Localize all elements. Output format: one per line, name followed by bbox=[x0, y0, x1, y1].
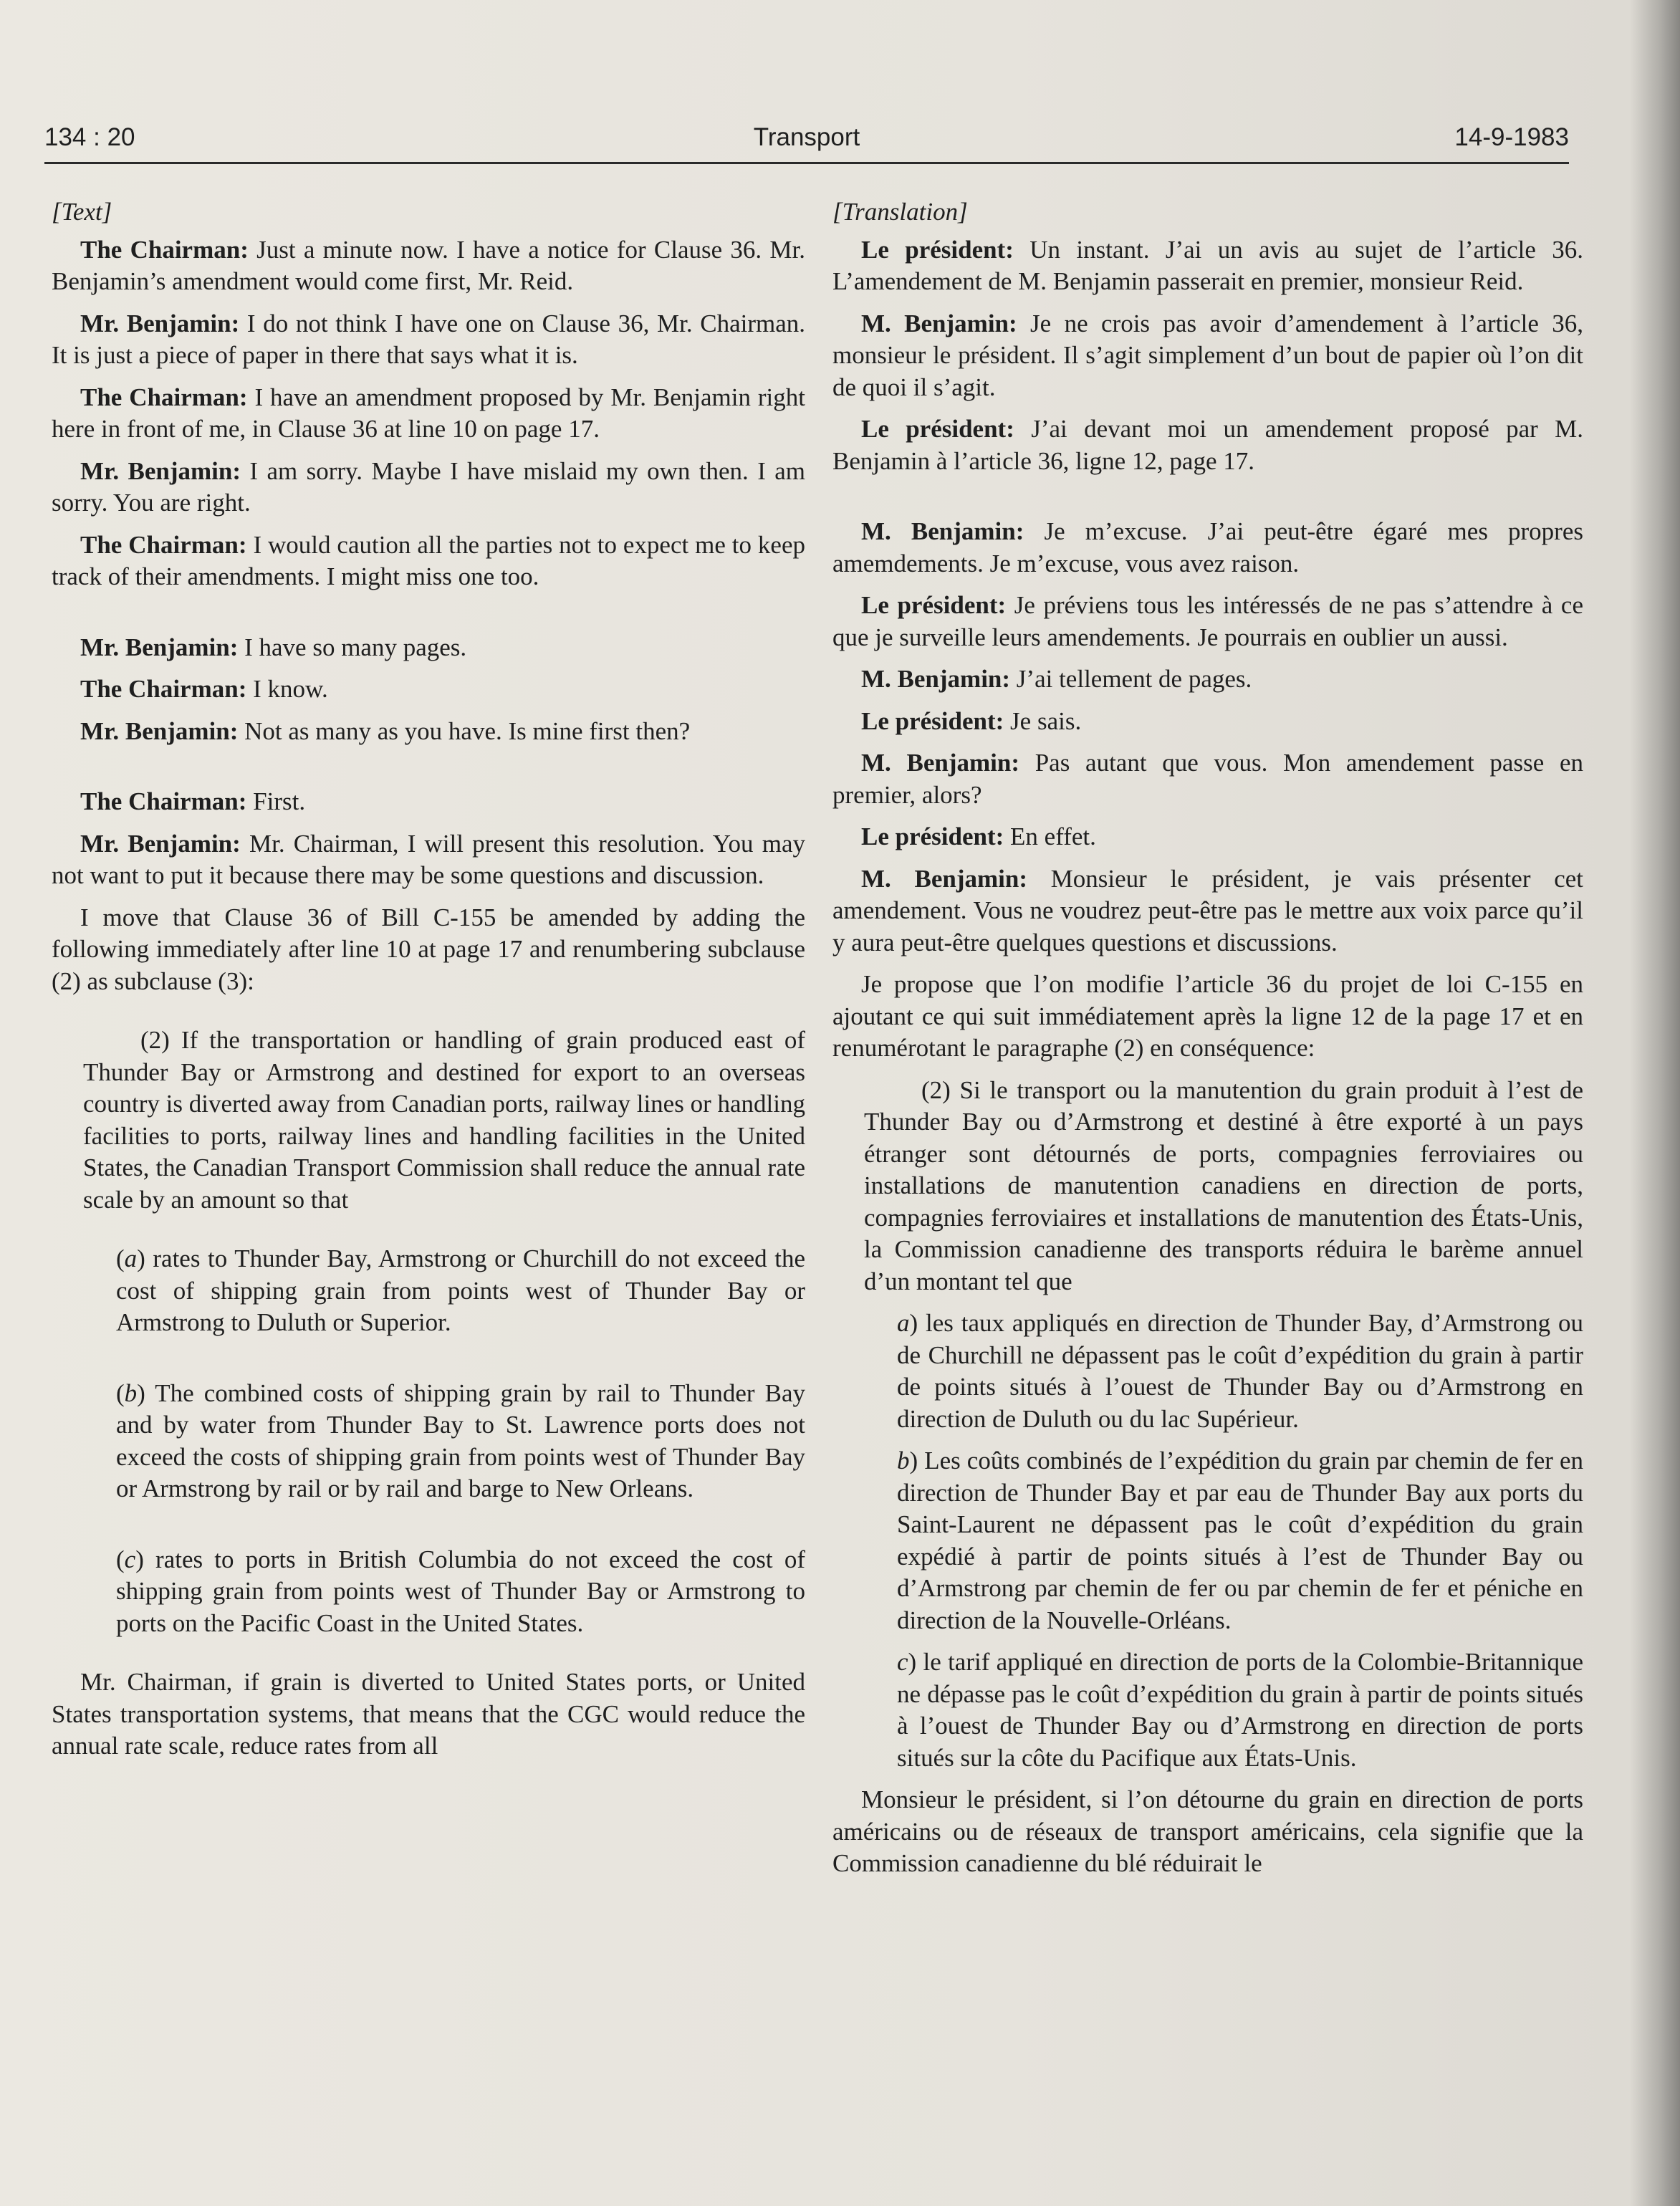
paragraph bbox=[52, 716, 805, 748]
paragraph bbox=[52, 1667, 805, 1763]
english-column bbox=[52, 188, 805, 1773]
bracket-open: [ bbox=[832, 198, 843, 226]
label-text: Text bbox=[61, 198, 102, 226]
speech: I am sorry. Maybe I have mislaid my own then. I am sorry. You are right. bbox=[52, 456, 806, 517]
paragraph bbox=[52, 308, 805, 372]
paragraph bbox=[832, 413, 1583, 477]
paragraph bbox=[832, 1784, 1583, 1880]
amendment-item-a bbox=[897, 1308, 1583, 1435]
text-label bbox=[52, 196, 805, 229]
speaker: Mr. Benjamin: bbox=[80, 829, 241, 858]
speech: Monsieur le président, si l’on détourne du grain en direction de ports américains ou de réseaux de transport américains, cela signifie que la Commission canadienne du blé réduirait le bbox=[832, 1785, 1583, 1877]
speech: En effet. bbox=[1004, 823, 1096, 850]
speech: I move that Clause 36 of Bill C-155 be amended by adding the following immediately after line 10 at page 17 and renumbering subclause (2) as subclause (3): bbox=[52, 903, 805, 995]
page-date: 14-9-1983 bbox=[1454, 123, 1569, 151]
translation-label bbox=[832, 196, 1583, 229]
item-text: ) rates to ports in British Columbia do not exceed the cost of shipping grain from points west of Thunder Bay or Armstrong to ports on the Pacific Coast in the United States. bbox=[116, 1545, 805, 1637]
spacer bbox=[52, 603, 805, 632]
paragraph bbox=[832, 308, 1583, 404]
item-text: ) les taux appliqués en direction de Thunder Bay, d’Armstrong ou de Churchill ne dépassent pas le coût d’expédition du grain à partir de points situés à l’ouest de Thunder Bay ou d’Armstrong en direction de Duluth ou du lac Supérieur. bbox=[897, 1309, 1583, 1433]
paragraph bbox=[52, 529, 805, 593]
speaker: Le président: bbox=[861, 591, 1007, 619]
spacer bbox=[52, 757, 805, 786]
speech: I have an amendment proposed by Mr. Benjamin right here in front of me, in Clause 36 at line 10 on page 17. bbox=[52, 383, 805, 443]
paragraph bbox=[832, 663, 1583, 696]
item-paren: ( bbox=[116, 1545, 125, 1573]
paragraph bbox=[832, 863, 1583, 959]
paragraph bbox=[832, 590, 1583, 653]
item-text: ) le tarif appliqué en direction de ports de la Colombie-Britannique ne dépasse pas le coût d’expédition du grain à partir de points situés à l’ouest de Thunder Bay ou d’Armstrong en direction de ports situés sur la côte du Pacifique aux États-Unis. bbox=[897, 1648, 1583, 1772]
speech: J’ai devant moi un amendement proposé par M. Benjamin à l’article 36, ligne 12, page 17. bbox=[832, 415, 1583, 475]
speaker: Mr. Benjamin: bbox=[80, 456, 241, 485]
speaker: The Chairman: bbox=[80, 787, 247, 815]
speaker: Le président: bbox=[861, 235, 1014, 264]
amendment-item-a bbox=[116, 1243, 805, 1339]
paragraph bbox=[52, 456, 805, 519]
bracket-close: ] bbox=[958, 198, 968, 226]
spacer bbox=[52, 1649, 805, 1667]
paragraph bbox=[832, 969, 1583, 1065]
spacer bbox=[52, 1349, 805, 1378]
paragraph bbox=[52, 786, 805, 818]
amendment-quote: (2) Si le transport ou la manutention du grain produit à l’est de Thunder Bay ou d’Armstrong et destiné à être exporté à un pays étranger sont détournés de ports, compagnies ferroviaires ou installations de manutention canadiens en direction de ports, compagnies ferroviaires et installations de manutention des États-Unis, la Commission canadienne des transports réduira le barème annuel d’un montant tel que bbox=[864, 1075, 1583, 1295]
speech: J’ai tellement de pages. bbox=[1010, 665, 1252, 693]
speech: I would caution all the parties not to expect me to keep track of their amendments. I might miss one too. bbox=[52, 530, 805, 590]
paragraph bbox=[52, 828, 805, 892]
speaker: The Chairman: bbox=[80, 383, 248, 411]
speech: Je m’excuse. J’ai peut-être égaré mes propres amemdements. Je m’excuse, vous avez raison. bbox=[832, 517, 1583, 577]
paragraph bbox=[832, 747, 1583, 811]
speech: Je préviens tous les intéressés de ne pas s’attendre à ce que je surveille leurs amendements. Je pourrais en oublier un aussi. bbox=[832, 591, 1583, 651]
speech: Je sais. bbox=[1004, 706, 1082, 735]
page-header bbox=[44, 123, 1569, 160]
speech: First. bbox=[246, 787, 306, 815]
spacer bbox=[52, 1007, 805, 1025]
paragraph bbox=[52, 234, 805, 298]
speaker: Le président: bbox=[861, 823, 1004, 850]
item-label: b bbox=[897, 1447, 910, 1474]
amendment-item-b bbox=[897, 1445, 1583, 1636]
paragraph bbox=[52, 902, 805, 998]
item-text: ) The combined costs of shipping grain by rail to Thunder Bay and by water from Thunder Bay to St. Lawrence ports does not exceed the costs of shipping grain from points west of Thunder Bay or Armstrong by rail or by rail and barge to New Orleans. bbox=[116, 1378, 805, 1502]
speaker: M. Benjamin: bbox=[861, 517, 1024, 545]
speech: Mr. Chairman, if grain is diverted to United States ports, or United States transportation systems, that means that the CGC would reduce the annual rate scale, reduce rates from all bbox=[52, 1668, 805, 1760]
item-label: b bbox=[124, 1378, 138, 1407]
spacer bbox=[832, 487, 1583, 516]
speech: Mr. Chairman, I will present this resolution. You may not want to put it because there may be some questions and discussion. bbox=[52, 829, 805, 889]
speaker: The Chairman: bbox=[80, 675, 247, 703]
bracket-close: ] bbox=[102, 198, 112, 226]
paragraph bbox=[52, 382, 805, 446]
bracket-open: [ bbox=[52, 198, 62, 226]
speech: I do not think I have one on Clause 36, Mr. Chairman. It is just a piece of paper in there that says what it is. bbox=[52, 309, 805, 369]
speech: Je ne crois pas avoir d’amendement à l’article 36, monsieur le président. Il s’agit simplement d’un bout de papier où l’on dit de quoi il s’agit. bbox=[832, 309, 1583, 401]
speech: Monsieur le président, je vais présenter cet amendement. Vous ne voudrez peut-être pas le mettre aux voix parce qu’il y aura peut-être quelques questions et discussions. bbox=[832, 864, 1583, 956]
spacer bbox=[52, 1515, 805, 1544]
paragraph bbox=[832, 821, 1583, 853]
speaker: Mr. Benjamin: bbox=[80, 716, 239, 745]
speaker: Mr. Benjamin: bbox=[80, 309, 240, 337]
speaker: The Chairman: bbox=[80, 235, 249, 264]
speech: Un instant. J’ai un avis au sujet de l’article 36. L’amendement de M. Benjamin passerait en premier, monsieur Reid. bbox=[832, 235, 1583, 295]
speech: Just a minute now. I have a notice for Clause 36. Mr. Benjamin’s amendment would come first, Mr. Reid. bbox=[52, 235, 805, 295]
speech: Je propose que l’on modifie l’article 36 du projet de loi C-155 en ajoutant ce qui suit immédiatement après la ligne 12 de la page 17 et en renumérotant le paragraphe (2) en conséquence: bbox=[832, 970, 1583, 1062]
item-paren: ( bbox=[116, 1378, 125, 1407]
running-title: Transport bbox=[753, 123, 860, 151]
speaker: M. Benjamin: bbox=[861, 665, 1011, 693]
paragraph bbox=[832, 706, 1583, 738]
label-text: Translation bbox=[842, 198, 959, 226]
amendment-item-c bbox=[897, 1646, 1583, 1774]
speaker: Le président: bbox=[861, 706, 1004, 735]
amendment-item-c bbox=[116, 1544, 805, 1640]
paragraph bbox=[832, 516, 1583, 580]
paragraph bbox=[832, 234, 1583, 298]
speech: Pas autant que vous. Mon amendement passe en premier, alors? bbox=[832, 749, 1583, 809]
speaker: The Chairman: bbox=[80, 530, 247, 559]
french-column bbox=[832, 188, 1583, 1890]
speaker: Le président: bbox=[861, 415, 1014, 443]
speaker: M. Benjamin: bbox=[861, 749, 1019, 777]
speech: I have so many pages. bbox=[238, 633, 467, 661]
spacer bbox=[52, 1226, 805, 1243]
item-label: c bbox=[897, 1648, 908, 1676]
amendment-quote: (2) If the transportation or handling of grain produced east of Thunder Bay or Armstrong and destined for export to an overseas country is diverted away from Canadian ports, railway lines or handling facilities to ports, railway lines and handling facilities in the United States, the Canadian Transport Commission shall reduce the annual rate scale by an amount so that bbox=[83, 1026, 805, 1214]
speaker: Mr. Benjamin: bbox=[80, 633, 239, 661]
item-text: ) rates to Thunder Bay, Armstrong or Churchill do not exceed the cost of shipping grain from points west of Thunder Bay or Armstrong to Duluth or Superior. bbox=[116, 1245, 805, 1336]
item-label: c bbox=[124, 1545, 136, 1573]
amendment-item-b bbox=[116, 1378, 805, 1505]
speech: I know. bbox=[246, 675, 328, 703]
speech: Not as many as you have. Is mine first then? bbox=[238, 716, 691, 745]
paragraph bbox=[52, 632, 805, 664]
item-label: a bbox=[897, 1309, 910, 1337]
binding-shadow bbox=[1630, 0, 1680, 2206]
header-rule bbox=[44, 162, 1569, 164]
speaker: M. Benjamin: bbox=[861, 309, 1017, 337]
item-label: a bbox=[124, 1245, 138, 1272]
speaker: M. Benjamin: bbox=[861, 864, 1027, 893]
item-paren: ( bbox=[116, 1245, 125, 1272]
paragraph bbox=[52, 673, 805, 706]
page-number: 134 : 20 bbox=[44, 123, 135, 151]
item-text: ) Les coûts combinés de l’expédition du grain par chemin de fer en direction de Thunder Bay et par eau de Thunder Bay aux ports du Saint-Laurent ne dépassent pas le coût d’expédition du grain expédié à partir de points situés à l’est de Thunder Bay ou d’Armstrong par chemin de fer ou par chemin de fer et péniche en direction de la Nouvelle-Orléans. bbox=[897, 1447, 1583, 1634]
